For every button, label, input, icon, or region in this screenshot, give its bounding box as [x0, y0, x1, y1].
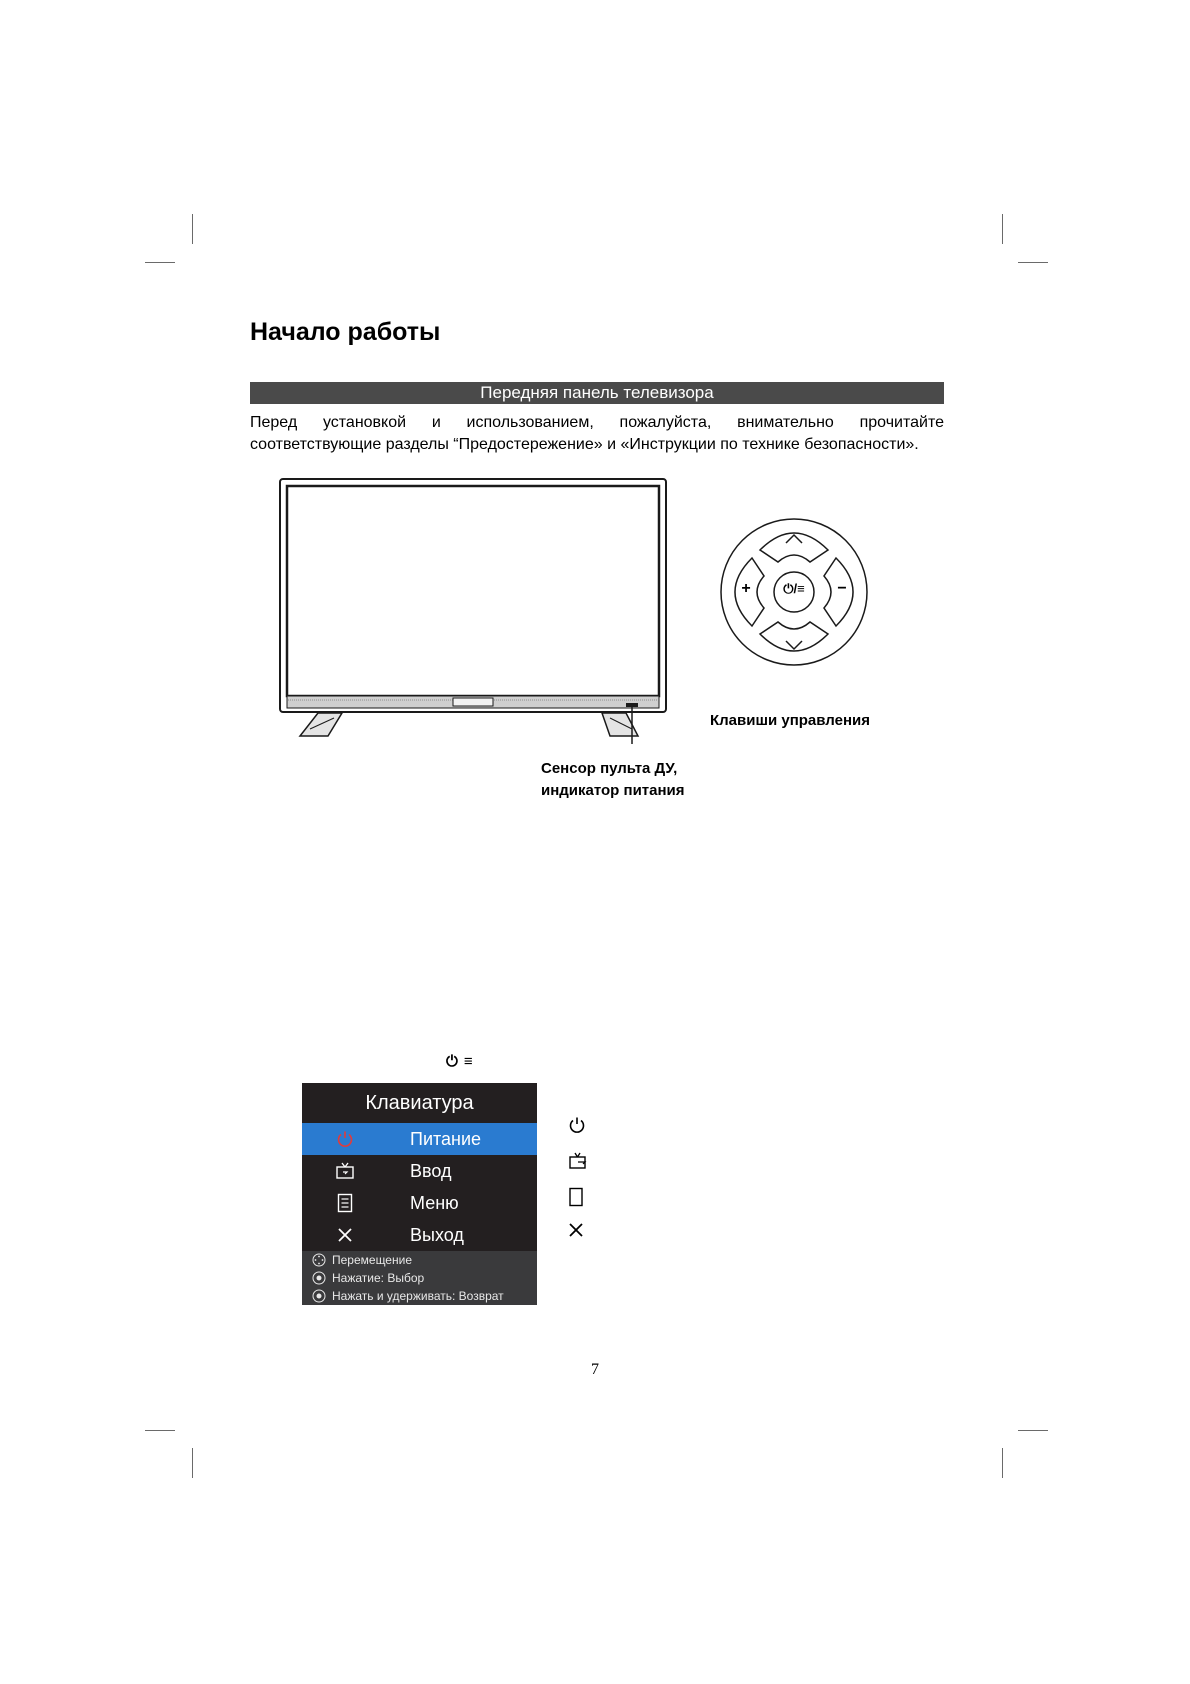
osd-title: Клавиатура — [365, 1092, 474, 1114]
power-icon — [302, 1130, 388, 1148]
osd-item-label: Выход — [410, 1224, 464, 1245]
osd-hint — [302, 1269, 537, 1287]
osd-hint-text: Нажатие: Выбор — [332, 1271, 425, 1285]
crop-mark — [1002, 1448, 1003, 1478]
crop-mark — [1002, 214, 1003, 244]
keypad-center-label: ⏻/≡ — [783, 581, 805, 596]
keypad-minus-label: − — [837, 580, 847, 597]
sensor-label-line: Сенсор пульта ДУ, — [541, 760, 678, 777]
menu-icon — [302, 1193, 388, 1213]
page-title: Начало работы — [250, 318, 441, 346]
osd-item-power[interactable] — [302, 1123, 537, 1155]
intro-paragraph — [250, 412, 944, 456]
power-icon: ⏻ — [446, 1053, 458, 1070]
page-number: 7 — [591, 1361, 599, 1378]
menu-page-icon — [568, 1187, 584, 1207]
crop-mark — [145, 262, 175, 263]
osd-hint-text: Перемещение — [332, 1253, 412, 1267]
power-menu-symbols — [446, 1053, 473, 1070]
intro-line: Перед установкой и использованием, пожалуйста, внимательно прочитайте — [250, 414, 944, 431]
crop-mark — [1018, 262, 1048, 263]
close-icon — [302, 1227, 388, 1243]
crop-mark — [192, 1448, 193, 1478]
joystick-press-icon — [312, 1271, 326, 1285]
menu-icon: ≡ — [463, 1053, 473, 1070]
crop-mark — [1018, 1430, 1048, 1431]
section-header: Передняя панель телевизора — [250, 382, 944, 404]
tv-input-icon — [302, 1162, 388, 1180]
osd-item-exit[interactable] — [302, 1219, 537, 1251]
tv-front-illustration — [270, 474, 670, 744]
sensor-label — [541, 758, 685, 802]
joystick-move-icon — [312, 1253, 326, 1267]
crop-mark — [192, 214, 193, 244]
keypad-plus-label: + — [741, 580, 751, 597]
control-keys-label: Клавиши управления — [710, 712, 870, 729]
power-icon — [568, 1116, 586, 1134]
osd-item-input[interactable] — [302, 1155, 537, 1187]
close-icon — [568, 1222, 584, 1238]
osd-hint-text: Нажать и удерживать: Возврат — [332, 1289, 504, 1303]
sensor-label-line: индикатор питания — [541, 782, 685, 799]
osd-hints — [302, 1251, 537, 1305]
osd-item-label: Меню — [410, 1192, 459, 1213]
osd-item-label: Ввод — [410, 1160, 452, 1181]
intro-line: соответствующие разделы “Предостережение» и «Инструкции по технике безопасности». — [250, 436, 919, 453]
tv-input-icon — [568, 1152, 588, 1170]
crop-mark — [145, 1430, 175, 1431]
osd-item-menu[interactable] — [302, 1187, 537, 1219]
joystick-hold-icon — [312, 1289, 326, 1303]
osd-keyboard-menu — [302, 1083, 537, 1305]
osd-item-label: Питание — [410, 1128, 482, 1149]
osd-hint — [302, 1287, 537, 1305]
osd-hint — [302, 1251, 537, 1269]
